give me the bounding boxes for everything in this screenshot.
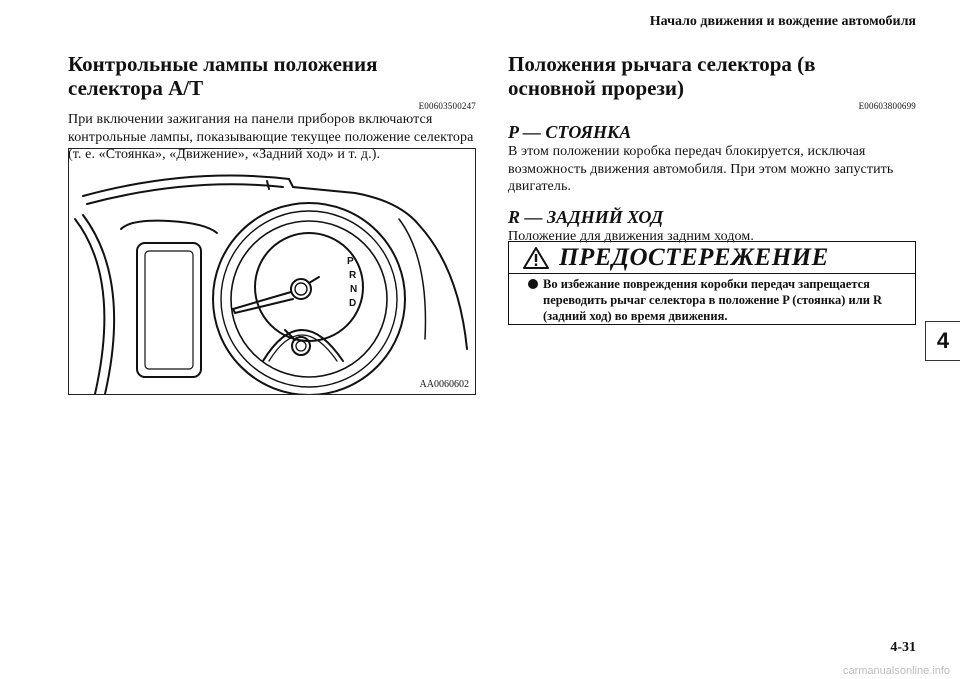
indicator-letter-d: D (349, 298, 357, 309)
heading-reverse: R — ЗАДНИЙ ХОД (508, 206, 664, 227)
instrument-cluster-figure (68, 148, 476, 395)
chapter-tab: 4 (925, 321, 960, 361)
section-code: E00603800699 (858, 101, 916, 111)
section-code: E00603500247 (418, 101, 476, 111)
left-column (68, 52, 476, 164)
indicator-letter-r: R (349, 270, 357, 281)
watermark: carmanualsonline.info (842, 665, 950, 677)
indicator-letter-n: N (350, 284, 358, 295)
warning-text: Во избежание повреждения коробки передач запрещается переводить рычаг селектора в положение P (стоянка) или R (задний ход) во время движения. (543, 277, 883, 323)
warning-header (509, 242, 915, 274)
text-reverse: Положение для движения задним ходом. (508, 228, 754, 244)
warning-item (509, 274, 915, 324)
heading-park: P — СТОЯНКА (508, 122, 632, 142)
section-title-selector-positions: Положения рычага селектора (в основной прорези) (508, 52, 816, 100)
section-body: При включении зажигания на панели приборов включаются контрольные лампы, показывающие текущее положение селектора (т. е. «Стоянка», «Движение», «Задний ход» и т. д.). (68, 112, 474, 162)
page-number: 4-31 (890, 640, 916, 655)
indicator-letter-p: P (347, 256, 354, 267)
warning-title: ПРЕДОСТЕРЕЖЕНИЕ (559, 244, 829, 271)
figure-code: AA0060602 (419, 379, 469, 390)
text-park: В этом положении коробка передач блокируется, исключая возможность движения автомобиля. При этом можно запустить двигатель. (508, 144, 894, 194)
running-head: Начало движения и вождение автомобиля (649, 14, 916, 29)
bullet-icon (528, 279, 538, 289)
right-column (508, 52, 916, 245)
warning-box (508, 241, 916, 325)
instrument-cluster-drawing (69, 149, 476, 395)
section-title-indicator-lamps: Контрольные лампы положения селектора A/T (68, 52, 378, 100)
warning-triangle-icon (523, 247, 549, 269)
